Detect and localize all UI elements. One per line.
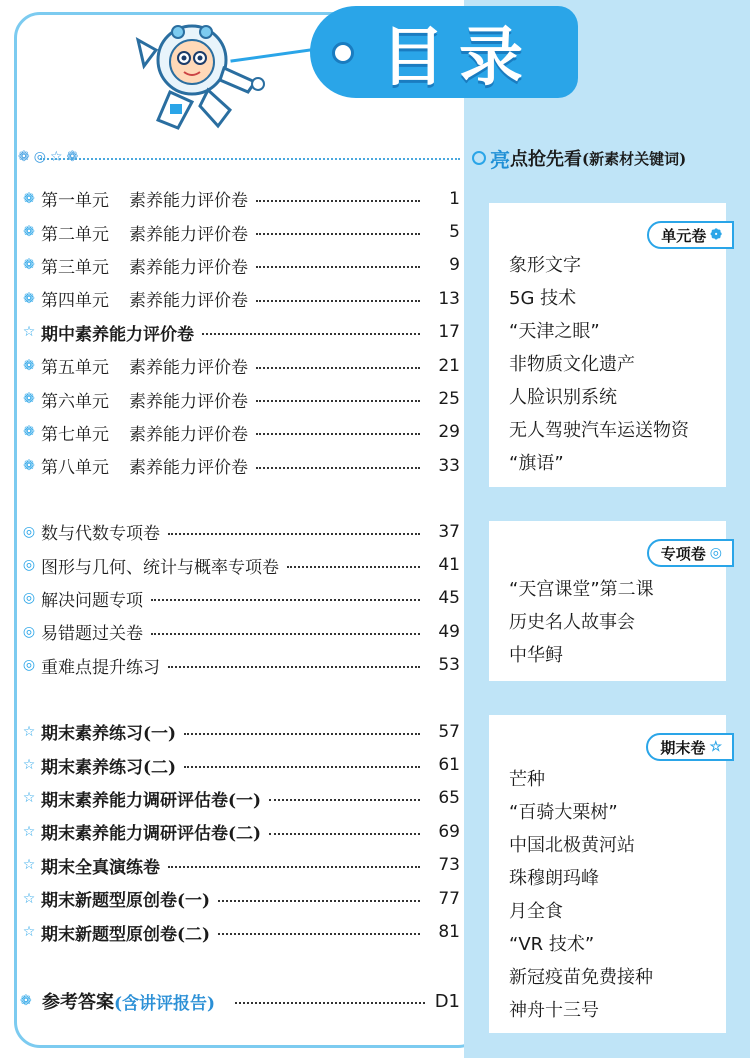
leaf-icon: ❁ bbox=[23, 224, 35, 241]
list-item: 中华鲟 bbox=[509, 645, 563, 666]
toc-item[interactable]: ☆ 期末素养练习(一) 57 bbox=[20, 715, 460, 748]
toc-item[interactable]: ◎ 重难点提升练习 53 bbox=[20, 649, 460, 682]
list-item: 神舟十三号 bbox=[509, 1000, 599, 1021]
toc-item[interactable]: ☆ 期末全真演练卷 73 bbox=[20, 849, 460, 882]
list-item: “VR 技术” bbox=[509, 934, 595, 955]
toc-item[interactable]: ❁ 第一单元 素养能力评价卷 1 bbox=[20, 182, 460, 215]
list-item: 珠穆朗玛峰 bbox=[509, 868, 599, 889]
toc-item[interactable]: ◎ 图形与几何、统计与概率专项卷 41 bbox=[20, 548, 460, 581]
star-icon: ☆ bbox=[709, 739, 722, 755]
answers-row[interactable]: ❁ 参考答案 (含讲评报告) D1 bbox=[20, 990, 460, 1014]
leaf-icon: ❁ bbox=[20, 993, 32, 1009]
toc-item[interactable]: ❁ 第八单元 素养能力评价卷 33 bbox=[20, 449, 460, 482]
leaf-icon: ❁ bbox=[23, 257, 35, 274]
star-icon: ☆ bbox=[22, 790, 36, 807]
target-icon: ◎ bbox=[22, 557, 36, 574]
card-finals bbox=[489, 715, 726, 1033]
star-icon: ☆ bbox=[22, 890, 36, 907]
list-item: 5G 技术 bbox=[509, 288, 577, 309]
star-icon: ☆ bbox=[22, 723, 36, 740]
toc-item[interactable]: ☆ 期末素养能力调研评估卷(二) 69 bbox=[20, 815, 460, 848]
list-item: 非物质文化遗产 bbox=[509, 354, 635, 375]
leaf-icon: ❁ bbox=[710, 227, 722, 243]
title-tag bbox=[310, 6, 578, 98]
toc-item[interactable]: ◎ 数与代数专项卷 37 bbox=[20, 515, 460, 548]
highlights-heading: 亮 点抢先看 (新素材关键词) bbox=[472, 142, 686, 174]
card-label: 单元卷 ❁ bbox=[647, 221, 734, 249]
header-divider bbox=[40, 158, 460, 160]
star-icon: ☆ bbox=[22, 924, 36, 941]
leaf-icon: ❁ bbox=[23, 391, 35, 408]
star-icon: ☆ bbox=[22, 857, 36, 874]
leaf-icon: ❁ bbox=[23, 190, 35, 207]
toc-group-topics bbox=[20, 515, 460, 682]
list-item: 人脸识别系统 bbox=[509, 387, 617, 408]
card-items bbox=[509, 763, 653, 1027]
tag-hole-icon bbox=[332, 42, 354, 64]
list-item: 象形文字 bbox=[509, 255, 581, 276]
toc-item[interactable]: ❁ 第六单元 素养能力评价卷 25 bbox=[20, 382, 460, 415]
page-title: 目录 bbox=[381, 21, 537, 95]
list-item: 历史名人故事会 bbox=[509, 612, 635, 633]
card-topics bbox=[489, 521, 726, 681]
card-label: 期末卷 ☆ bbox=[646, 733, 734, 761]
leaf-icon: ❁ bbox=[23, 457, 35, 474]
card-items bbox=[509, 249, 689, 480]
list-item: 中国北极黄河站 bbox=[509, 835, 635, 856]
header-icons bbox=[18, 149, 78, 165]
star-icon: ☆ bbox=[22, 757, 36, 774]
toc-item[interactable]: ☆ 期末素养能力调研评估卷(一) 65 bbox=[20, 782, 460, 815]
star-icon: ☆ bbox=[22, 823, 36, 840]
list-item: 芒种 bbox=[509, 769, 545, 790]
leaf-icon: ❁ bbox=[66, 149, 79, 165]
toc-item[interactable]: ❁ 第七单元 素养能力评价卷 29 bbox=[20, 416, 460, 449]
toc-group-finals bbox=[20, 715, 460, 949]
toc-item[interactable]: ☆ 期末新题型原创卷(一) 77 bbox=[20, 882, 460, 915]
target-icon: ◎ bbox=[22, 590, 36, 607]
leaf-icon: ❁ bbox=[23, 290, 35, 307]
leaf-icon: ❁ bbox=[23, 424, 35, 441]
target-icon: ◎ bbox=[33, 149, 46, 165]
toc-item[interactable]: ☆ 期末素养练习(二) 61 bbox=[20, 748, 460, 781]
card-unit bbox=[489, 203, 726, 487]
list-item: “旗语” bbox=[509, 453, 564, 474]
toc-item[interactable]: ◎ 易错题过关卷 49 bbox=[20, 615, 460, 648]
toc-item[interactable]: ❁ 第三单元 素养能力评价卷 9 bbox=[20, 249, 460, 282]
list-item: 新冠疫苗免费接种 bbox=[509, 967, 653, 988]
card-label: 专项卷 ◎ bbox=[647, 539, 734, 567]
toc-item[interactable]: ❁ 第二单元 素养能力评价卷 5 bbox=[20, 215, 460, 248]
astronaut-mascot-icon bbox=[130, 10, 280, 135]
card-items bbox=[509, 573, 654, 672]
leaf-icon: ❁ bbox=[18, 149, 30, 165]
toc-item[interactable]: ☆ 期中素养能力评价卷 17 bbox=[20, 316, 460, 349]
toc-group-units bbox=[20, 182, 460, 483]
target-icon: ◎ bbox=[22, 523, 36, 540]
leaf-icon: ❁ bbox=[23, 357, 35, 374]
list-item: “百骑大栗树” bbox=[509, 802, 618, 823]
toc-item[interactable]: ◎ 解决问题专项 45 bbox=[20, 582, 460, 615]
toc-item[interactable]: ❁ 第五单元 素养能力评价卷 21 bbox=[20, 349, 460, 382]
target-icon: ◎ bbox=[709, 545, 722, 561]
target-icon: ◎ bbox=[22, 657, 36, 674]
target-icon: ◎ bbox=[22, 623, 36, 640]
list-item: 无人驾驶汽车运送物资 bbox=[509, 420, 689, 441]
toc-item[interactable]: ☆ 期末新题型原创卷(二) 81 bbox=[20, 915, 460, 948]
list-item: 月全食 bbox=[509, 901, 563, 922]
list-item: “天津之眼” bbox=[509, 321, 600, 342]
list-item: “天宫课堂”第二课 bbox=[509, 579, 654, 600]
toc-item[interactable]: ❁ 第四单元 素养能力评价卷 13 bbox=[20, 282, 460, 315]
star-icon: ☆ bbox=[49, 149, 63, 165]
circle-icon bbox=[472, 151, 486, 165]
star-icon: ☆ bbox=[22, 324, 36, 341]
